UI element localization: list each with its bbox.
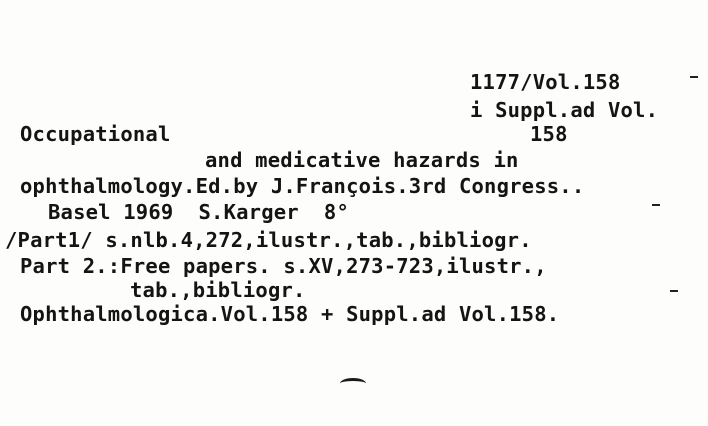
stray-mark <box>652 204 660 206</box>
call-number-line-1: 1177/Vol.158 <box>470 70 621 94</box>
stray-mark <box>670 290 678 292</box>
part-2-line-2: tab.,bibliogr. <box>130 278 306 302</box>
stray-mark <box>690 76 698 78</box>
part-1-line: /Part1/ s.nlb.4,272,ilustr.,tab.,bibliogr. <box>5 228 532 252</box>
imprint-line: Basel 1969 S.Karger 8° <box>48 200 350 224</box>
part-2-line-1: Part 2.:Free papers. s.XV,273-723,ilustr., <box>20 254 547 278</box>
pen-mark <box>340 378 366 389</box>
series-line: Ophthalmologica.Vol.158 + Suppl.ad Vol.158. <box>20 302 560 326</box>
title-line-3: ophthalmology.Ed.by J.François.3rd Congress.. <box>20 174 585 198</box>
title-line-1: Occupational <box>20 122 171 146</box>
call-number-line-3: 158 <box>530 122 568 146</box>
call-number-line-2: i Suppl.ad Vol. <box>470 98 659 122</box>
title-line-2: and medicative hazards in <box>205 148 519 172</box>
